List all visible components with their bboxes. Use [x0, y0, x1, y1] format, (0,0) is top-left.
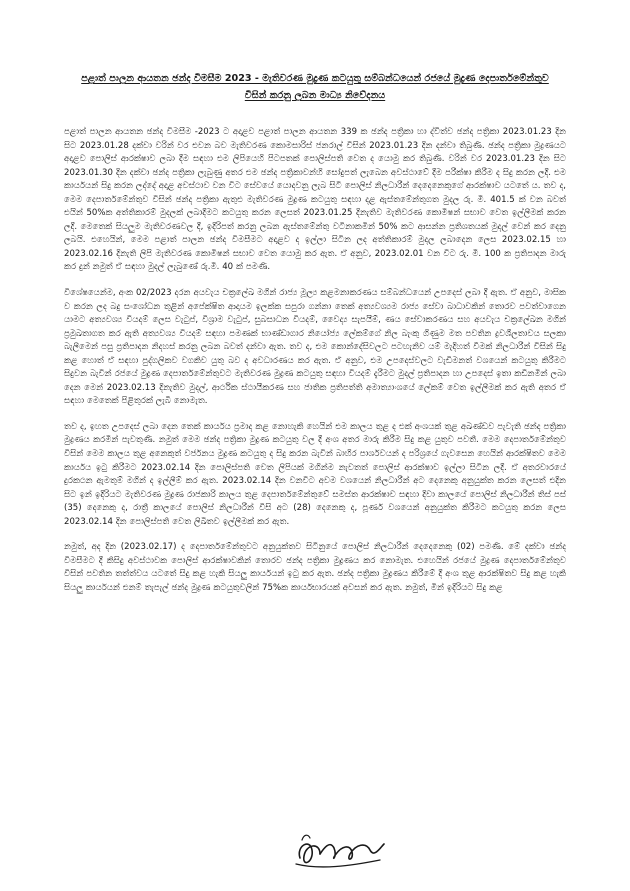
paragraph-3: තව ද, ඉහත උපදෙස් ලබා දෙන තෙක් කාර්යය ප්‍රමාද කළ නොහැකි හෙයින් එම කාලය තුළ ද එක් අංශයක් තුළ අඛණ්ඩව පැවැති ඡන්ද පත්‍රිකා මුද්‍රණය කරමින් පැවතුණි. නමුත් මෙම ඡන්ද පත්‍රිකා මුද්‍රණ කටයුතු වල දී අංශ අතර මාරු කිරීම සිදු කළ යුතුව පවතී. මෙම දෙපාර්තමේන්තුව විසින් මෙම කාලය තුළ අනෙකුත් වර්ජනය මුද්‍රණ කටයුතු ද සිදු කරන බැවින් බාහිර පාර්ශවයන් ද පරිශ්‍රයේ ගැවසෙන හෙයින් ආරක්ෂිතව මෙම කාර්යය ඉටු කිරීමට 2023.02.14 දින පොලිස්පති වෙත ලිපියක් මගින්ම නැවතත් පොලිස් ආරක්ෂාව ඉල්ලා සිටින ලදී. ඒ අතරවාරයේ දුරකථන ඇමතුම් මගින් ද ඉල්ලීම් කර ඇත. 2023.02.14 දින වනවිට අවම වශයෙන් නිලධාරීන් අට දෙනෙකු අනුයුක්ත කරන ලෙසත් එදින සිට ඉන් ඉදිරියට මැතිවරණ මුද්‍රණ රාජකාරි කාලය තුළ දෙපාර්තමේන්තුවේ සමස්ත ආරක්ෂාව සඳහා දිවා කාලයේ පොලිස් නිලධාරීන් තිස් පස් (35) දෙනෙකු ද, රාත්‍රී කාලයේ පොලිස් නිලධාරීන් විසි අට (28) දෙනෙකු ද, පූර්ණ වශයෙන් අනුයුක්ත කිරීමට කටයුතු කරන ලෙස 2023.02.14 දින පොලිස්පති වෙත ලිඛිතව ඉල්ලීමක් කර ඇත.: [64, 421, 566, 527]
paragraph-1: පළාත් පාලන ආයතන ඡන්ද විමසීම -2023 ට අදාළව පළාත් පාලන ආයතන 339 ක ඡන්ද පත්‍රිකා හා ද්විත්ව ඡන්ද පත්‍රිකා 2023.01.23 දින සිට 2023.01.28 දක්වා වරින් වර එවන බව මැතිවරණ කොමසාරිස් ජනරාල් විසින් 2023.01.23 දින දන්වා තිබුණි. ඡන්ද පත්‍රිකා මුද්‍රණයට අදාළව පොලිස් ආරක්ෂාව ලබා දීම සඳහා එම ලිපියෙහි පිටපතක් පොලිස්පති වෙත ද යොමු කර තිබුණි. වරින් වර 2023.01.23 දින සිට 2023.01.30 දින දක්වා ඡන්ද පත්‍රිකා ලැබුණු අතර එම ඡන්ද පත්‍රිකාවන්හි සෝදුපත් ලැබෙන අවස්ථාවේ දීම පරීක්ෂා කිරීම ද සිදු කරන ලදී. එම කාර්යයන් සිදු කරන ලද්දේ අදාළ අවස්ථාව වන විට සේවයේ යොදවනු ලැබ සිටි පොලිස් නිලධාරීන් දෙදෙනෙකුගේ ආරක්ෂාව යටතේ ය. තව ද, මෙම දෙපාර්තමේන්තුව විසින් ඡන්ද පත්‍රිකා ඇතුළු මැතිවරණ මුද්‍රණ කටයුතු සඳහා දළ ඇස්තමේන්තුගත මුදල රු. මි. 401.5 ක් වන බවත් එයින් 50%ක අත්තිකාරම් මුදලක් ලබාදීමට කටයුතු කරන ලෙසත් 2023.01.25 දිනැතිව මැතිවරණ කොමිෂන් සභාව වෙත ඉල්ලීමක් කරන ලදී. මෙතෙක් සියලුම මැතිවරණවල දී, ඉදිරිපත් කරනු ලබන ඇස්තමේන්තු වටිනාකමින් 50% කට ආසන්න ප්‍රතිශතයක් මුදල් වෙන් කර දෙනු ලබයි. එහෙයින්, මෙම පළාත් පාලන ඡන්ද විමසීමට අදාළව ද ඉල්ලා සිටින ලද අත්තිකාරම් මුදල ලබාදෙන ලෙස 2023.02.15 හා 2023.02.16 දිනැති ලිපි මැතිවරණ කොමිෂන් සභාව වෙත යොමු කර ඇත. ඒ අනුව, 2023.02.01 වන විට රු. මි. 100 ක ප්‍රතිපාදන මාරු කර දුන් නමුත් ඒ සඳහා මුදල් ලැබුණේ රු.මි. 40 ක් පමණි.: [64, 127, 566, 273]
paragraph-4: නමුත්, අද දින (2023.02.17) ද දෙපාර්තමේන්තුවට අනුයුක්තව සිටිනුයේ පොලිස් නිලධාරීන් දෙදෙනෙකු (02) පමණි. මේ දක්වා ඡන්ද විමසීමට දී කිසිදු අවස්ථාවක පොලිස් ආරක්ෂාවකින් තොරව ඡන්ද පත්‍රිකා මුද්‍රණය කර නොමැත. එහෙයින් රජයේ මුද්‍රණ දෙපාර්තමේන්තුව විසින් පවතින තත්ත්වය යටතේ සිදු කළ හැකි සියලු කාර්යයන් ඉටු කර ඇත. ඡන්ද පත්‍රිකා මුද්‍රණය කිරීමේ දී අංශ තුළ ආරක්ෂිතව සිදු කළ හැකි සියලු කාර්යයන් එනම් තැපැල් ඡන්ද මුද්‍රණ කටයුතුවලින් 75%ක කාර්යභාරයක් අවසන් කර ඇත. නමුත්, මින් ඉදිරියට සිදු කළ: [64, 542, 566, 593]
signature-scribble: [290, 828, 390, 874]
signature: [290, 828, 390, 874]
paragraph-2: විශේෂයෙන්ම, අංක 02/2023 දරන අයවැය චක්‍රලේඛ මගින් රාජ්‍ය මූල්‍ය කළමනාකරණය සම්බන්ධයෙන් උපදෙස් ලබා දී ඇත. ඒ අනුව, මාසික ව කරන ලද බදු සංශෝධන තුළින් අපේක්ෂිත ආදායම ඉලක්ක සපුරා ගන්නා තෙක් අත්‍යවශ්‍යම රාජ්‍ය සේවා බාධාවකින් තොරව පවත්වාගෙන යාමට අත්‍යවශ්‍ය වියදම් ලෙස වැටුප්, විශ්‍රාම වැටුප්, සුබසාධන වියදම්, වෛද්‍ය සැපයීම්, ණය සේවාකරණය සහ අයවැය චක්‍රලේඛන මගින් ප්‍රමුඛතාගත කර ඇති අත්‍යවශ්‍ය වියදම් සඳහා පමණක් භාණ්ඩාගාර නියෝජ්‍ය ලේකම්ගේ නිල බැංකු ගිණුම මත පවතින ද්‍රවශීලතාවය සලකා බැලීමෙන් පසු ප්‍රතිපාදන නිදහස් කරනු ලබන බවත් දන්වා ඇත. තව ද, එම කොන්දේසිවලට පටහැනිව යම් මැදිහත් වීමක් නිලධාරීන් විසින් සිදු කළ හොත් ඒ සඳහා පුද්ගලිකව වගකිව යුතු බව ද අවධාරණය කර ඇත. ඒ අනුව, එම උපදෙස්වලට වැඩිමනත් වශයෙන් කටයුතු කිරීමට සිදුවන බැවින් රජයේ මුද්‍රණ දෙපාර්තමේන්තුවට මැතිවරණ මුද්‍රණ කටයුතු සඳහා වියදම් දැරීමට මුදල් ප්‍රතිපාදන හා උපදෙස් ඉතා කඩිනමින් ලබා දෙන මෙන් 2023.02.13 දිනැතිව මුදල්, ආර්ථික ස්ථායීකරණ සහ ජාතික ප්‍රතිපත්ති අමාත්‍යාංශයේ ලේකම් වෙත ඉල්ලීමක් කර ඇති අතර ඒ සඳහා මෙතෙක් පිළිතුරක් ලැබී නොමැත.: [64, 288, 566, 407]
document-title: පළාත් පාලන ආයතන ඡන්ද විමසීම 2023 - මැතිවරණ මුද්‍රණ කටයුතු සම්බන්ධයෙන් රජයේ මුද්‍රණ දෙපාර්තමේන්තුව විසින් කරනු ලබන මාධ්‍ය නිවේදනය: [81, 73, 549, 101]
